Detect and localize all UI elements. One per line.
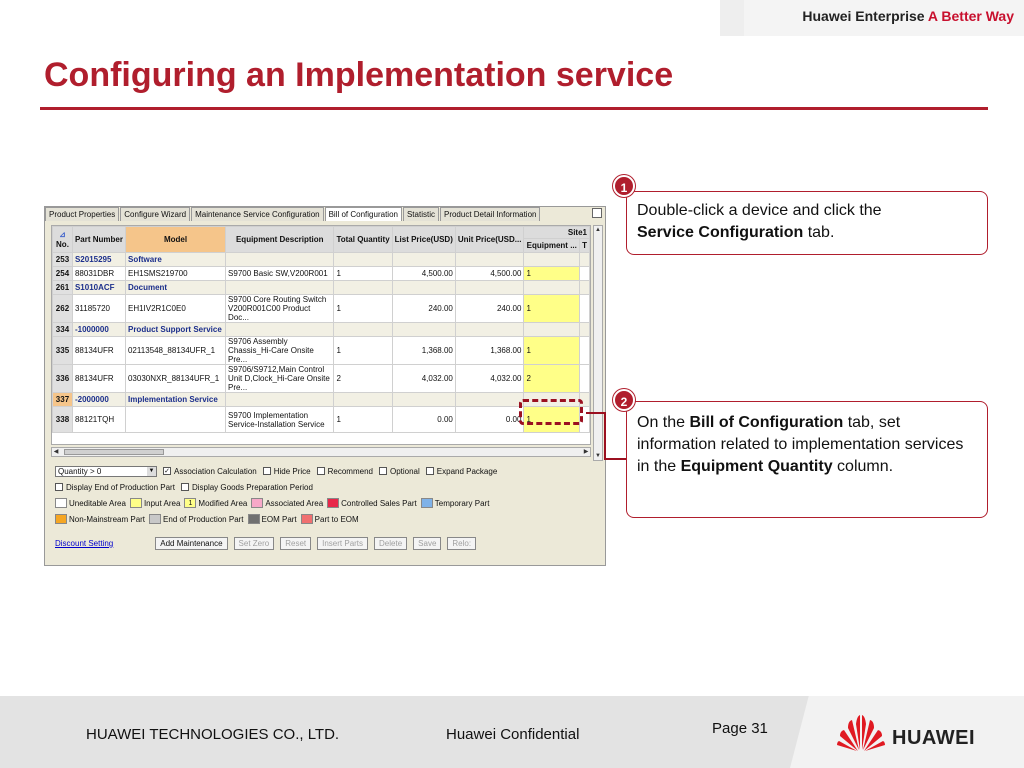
table-row[interactable]	[53, 281, 590, 295]
total-quantity-cell: 2	[334, 365, 392, 393]
legend-label: Non-Mainstream Part	[69, 514, 146, 524]
configuration-table	[52, 226, 590, 433]
legend-swatch	[55, 514, 67, 524]
scroll-down-icon[interactable]: ▼	[595, 453, 601, 459]
action-bar	[55, 537, 476, 550]
model-cell: Software	[125, 253, 225, 267]
callout-2-bold-1: Bill of Configuration	[689, 414, 844, 431]
horizontal-scrollbar[interactable]	[51, 447, 591, 457]
legend-swatch	[421, 498, 433, 508]
brand-text	[802, 8, 1014, 24]
list-price-cell: 1,368.00	[392, 337, 455, 365]
description-cell: S9700 Implementation Service-Installation Service	[226, 407, 334, 433]
title-divider	[40, 107, 988, 110]
options-panel	[55, 463, 497, 527]
model-cell: Product Support Service	[125, 323, 225, 337]
brand-box	[744, 0, 1024, 36]
table-row[interactable]	[53, 407, 590, 433]
callout-1-bold: Service Configuration	[637, 224, 804, 241]
t-cell	[580, 295, 590, 323]
row-number: 336	[53, 365, 73, 393]
scroll-right-icon[interactable]: ▶	[583, 449, 589, 455]
column-header-equipment-quantity[interactable]: Equipment ...	[524, 239, 580, 253]
callout-2-text-end: column.	[837, 458, 894, 475]
huawei-logo-icon	[836, 714, 886, 752]
association-calculation-label: Association Calculation	[174, 466, 257, 476]
legend-swatch	[130, 498, 142, 508]
display-goods-checkbox[interactable]	[181, 483, 189, 491]
legend-label: Modified Area	[198, 498, 248, 508]
display-eop-label: Display End of Production Part	[66, 482, 175, 492]
legend-label: Input Area	[143, 498, 181, 508]
unit-price-cell	[455, 281, 524, 295]
list-price-cell: 0.00	[392, 407, 455, 433]
t-cell	[580, 323, 590, 337]
equipment-quantity-cell[interactable]	[524, 253, 580, 267]
column-header-model[interactable]: Model	[125, 227, 225, 253]
column-header-list-price[interactable]: List Price(USD)	[392, 227, 455, 253]
part-number-cell: 88031DBR	[72, 267, 125, 281]
scroll-left-icon[interactable]: ◀	[53, 449, 59, 455]
equipment-quantity-cell[interactable]: 1	[524, 337, 580, 365]
column-header-site1[interactable]: Site1	[524, 227, 590, 239]
list-price-cell	[392, 253, 455, 267]
model-cell	[125, 407, 225, 433]
description-cell: S9700 Core Routing Switch V200R001C00 Product Doc...	[226, 295, 334, 323]
association-calculation-checkbox[interactable]: ✓	[164, 468, 170, 475]
hide-price-label: Hide Price	[273, 466, 311, 476]
total-quantity-cell	[334, 393, 392, 407]
model-cell: Document	[125, 281, 225, 295]
t-cell	[580, 267, 590, 281]
tab-configure-wizard[interactable]: Configure Wizard	[120, 207, 190, 221]
part-number-cell: 88134UFR	[72, 337, 125, 365]
reload-button[interactable]: Relo:	[447, 537, 476, 550]
legend-swatch	[55, 498, 67, 508]
huawei-logo-text: HUAWEI	[892, 727, 975, 749]
maximize-icon[interactable]	[592, 208, 602, 218]
model-cell: EH1SMS219700	[125, 267, 225, 281]
equipment-quantity-cell[interactable]: 2	[524, 365, 580, 393]
callout-2-text-mid: tab, set information related to implementation services in the	[637, 414, 964, 475]
description-cell	[226, 393, 334, 407]
description-cell: S9706/S9712,Main Control Unit D,Clock_Hi-Care Onsite Pre...	[226, 365, 334, 393]
list-price-cell	[392, 323, 455, 337]
legend-label: Temporary Part	[434, 498, 490, 508]
table-row[interactable]	[53, 295, 590, 323]
color-legend-secondary	[55, 511, 497, 527]
insert-parts-button[interactable]: Insert Parts	[317, 537, 368, 550]
t-cell	[580, 337, 590, 365]
legend-swatch	[248, 514, 260, 524]
column-header-part-number[interactable]: Part Number	[72, 227, 125, 253]
list-price-cell: 240.00	[392, 295, 455, 323]
tab-bar	[45, 207, 605, 221]
add-maintenance-button[interactable]: Add Maintenance	[155, 537, 227, 550]
row-number: 338	[53, 407, 73, 433]
recommend-checkbox[interactable]	[317, 467, 325, 475]
callout-1-text: Double-click a device and click the	[637, 202, 882, 219]
expand-package-label: Expand Package	[436, 466, 498, 476]
row-number: 337	[53, 393, 73, 407]
legend-swatch	[149, 514, 161, 524]
legend-label: Associated Area	[265, 498, 324, 508]
list-price-cell: 4,032.00	[392, 365, 455, 393]
save-button[interactable]: Save	[413, 537, 441, 550]
table-row[interactable]	[53, 393, 590, 407]
table-row[interactable]	[53, 323, 590, 337]
legend-swatch	[301, 514, 313, 524]
list-price-cell	[392, 393, 455, 407]
bill-of-configuration-grid	[51, 225, 591, 445]
configuration-window	[44, 206, 606, 566]
equipment-quantity-cell[interactable]: 1	[524, 295, 580, 323]
expand-package-checkbox[interactable]	[426, 467, 434, 475]
t-cell	[580, 281, 590, 295]
unit-price-cell	[455, 393, 524, 407]
column-header-unit-price[interactable]: Unit Price(USD...	[455, 227, 524, 253]
legend-label: Part to EOM	[314, 514, 359, 524]
row-number: 335	[53, 337, 73, 365]
part-number-cell: 88134UFR	[72, 365, 125, 393]
callout-connector-end	[604, 458, 626, 460]
total-quantity-cell: 1	[334, 295, 392, 323]
unit-price-cell	[455, 253, 524, 267]
part-number-cell: S1010ACF	[72, 281, 125, 295]
optional-label: Optional	[389, 466, 420, 476]
unit-price-cell: 4,032.00	[455, 365, 524, 393]
column-header-total-quantity[interactable]: Total Quantity	[334, 227, 392, 253]
callout-connector	[586, 412, 606, 414]
column-header-t[interactable]: T	[580, 239, 590, 253]
part-number-cell: -1000000	[72, 323, 125, 337]
step-marker-2: 2	[613, 389, 635, 411]
filter-icon[interactable]: ⊿	[59, 229, 66, 239]
legend-label: Uneditable Area	[69, 498, 126, 508]
part-number-cell: -2000000	[72, 393, 125, 407]
legend-label: End of Production Part	[163, 514, 244, 524]
unit-price-cell: 0.00	[455, 407, 524, 433]
row-number: 261	[53, 281, 73, 295]
callout-2-text: On the	[637, 414, 686, 431]
callout-1-text-end: tab.	[807, 224, 835, 241]
page-number: Page 31	[712, 720, 768, 737]
model-cell: 02113548_88134UFR_1	[125, 337, 225, 365]
legend-swatch	[251, 498, 263, 508]
unit-price-cell	[455, 323, 524, 337]
total-quantity-cell: 1	[334, 337, 392, 365]
table-row[interactable]	[53, 267, 590, 281]
t-cell	[580, 365, 590, 393]
part-number-cell: 88121TQH	[72, 407, 125, 433]
hide-price-checkbox[interactable]	[263, 467, 271, 475]
quantity-filter-value: Quantity > 0	[58, 466, 102, 476]
unit-price-cell: 1,368.00	[455, 337, 524, 365]
legend-swatch: 1	[184, 498, 196, 508]
t-cell	[580, 253, 590, 267]
equipment-quantity-cell[interactable]	[524, 323, 580, 337]
callout-2-bold-2: Equipment Quantity	[680, 458, 833, 475]
reset-button[interactable]: Reset	[280, 537, 311, 550]
column-header-equipment-description[interactable]: Equipment Description	[226, 227, 334, 253]
tab-statistic[interactable]: Statistic	[403, 207, 439, 221]
list-price-cell: 4,500.00	[392, 267, 455, 281]
display-eop-checkbox[interactable]	[55, 483, 63, 491]
callout-step-2	[626, 401, 988, 518]
recommend-label: Recommend	[327, 466, 373, 476]
table-row[interactable]	[53, 365, 590, 393]
row-number: 254	[53, 267, 73, 281]
table-row[interactable]	[53, 253, 590, 267]
description-cell: S9706 Assembly Chassis_Hi-Care Onsite Pre...	[226, 337, 334, 365]
unit-price-cell: 240.00	[455, 295, 524, 323]
description-cell	[226, 323, 334, 337]
vertical-scrollbar[interactable]	[593, 225, 603, 461]
callout-connector-vertical	[604, 412, 606, 460]
unit-price-cell: 4,500.00	[455, 267, 524, 281]
footer-confidential: Huawei Confidential	[446, 726, 580, 743]
chevron-down-icon[interactable]: ▼	[148, 467, 155, 474]
tab-product-detail-information[interactable]: Product Detail Information	[440, 207, 541, 221]
list-price-cell	[392, 281, 455, 295]
row-number: 262	[53, 295, 73, 323]
slide-title: Configuring an Implementation service	[44, 56, 674, 94]
total-quantity-cell: 1	[334, 407, 392, 433]
part-number-cell: 31185720	[72, 295, 125, 323]
total-quantity-cell	[334, 281, 392, 295]
discount-setting-link[interactable]: Discount Setting	[55, 539, 114, 548]
brand-name: Huawei Enterprise	[802, 8, 925, 24]
horizontal-scroll-thumb[interactable]	[64, 449, 164, 455]
equipment-quantity-cell[interactable]: 1	[524, 267, 580, 281]
scroll-up-icon[interactable]: ▲	[595, 227, 601, 233]
quantity-filter-select[interactable]	[55, 466, 157, 477]
total-quantity-cell	[334, 253, 392, 267]
tab-product-properties[interactable]: Product Properties	[45, 207, 119, 221]
column-header-no[interactable]: ⊿ No.	[53, 227, 73, 253]
tab-maintenance-service-configuration[interactable]: Maintenance Service Configuration	[191, 207, 324, 221]
equipment-quantity-cell[interactable]: 1	[524, 407, 580, 433]
legend-label: EOM Part	[261, 514, 297, 524]
description-cell	[226, 253, 334, 267]
legend-label: Controlled Sales Part	[341, 498, 417, 508]
footer	[0, 696, 1024, 768]
model-cell: EH1IV2R1C0E0	[125, 295, 225, 323]
total-quantity-cell	[334, 323, 392, 337]
brand-tagline: A Better Way	[927, 8, 1014, 24]
description-cell: S9700 Basic SW,V200R001	[226, 267, 334, 281]
tab-bill-of-configuration[interactable]: Bill of Configuration	[325, 207, 402, 221]
description-cell	[226, 281, 334, 295]
row-number: 253	[53, 253, 73, 267]
row-number: 334	[53, 323, 73, 337]
equipment-quantity-highlight	[519, 399, 583, 425]
display-goods-label: Display Goods Preparation Period	[191, 482, 313, 492]
part-number-cell: S2015295	[72, 253, 125, 267]
legend-swatch	[327, 498, 339, 508]
set-zero-button[interactable]: Set Zero	[234, 537, 275, 550]
step-marker-1: 1	[613, 175, 635, 197]
delete-button[interactable]: Delete	[374, 537, 407, 550]
footer-company: HUAWEI TECHNOLOGIES CO., LTD.	[86, 726, 340, 743]
optional-checkbox[interactable]	[379, 467, 387, 475]
equipment-quantity-cell[interactable]	[524, 281, 580, 295]
total-quantity-cell: 1	[334, 267, 392, 281]
callout-step-1	[626, 191, 988, 255]
model-cell: Implementation Service	[125, 393, 225, 407]
color-legend	[55, 495, 497, 511]
table-row[interactable]	[53, 337, 590, 365]
model-cell: 03030NXR_88134UFR_1	[125, 365, 225, 393]
